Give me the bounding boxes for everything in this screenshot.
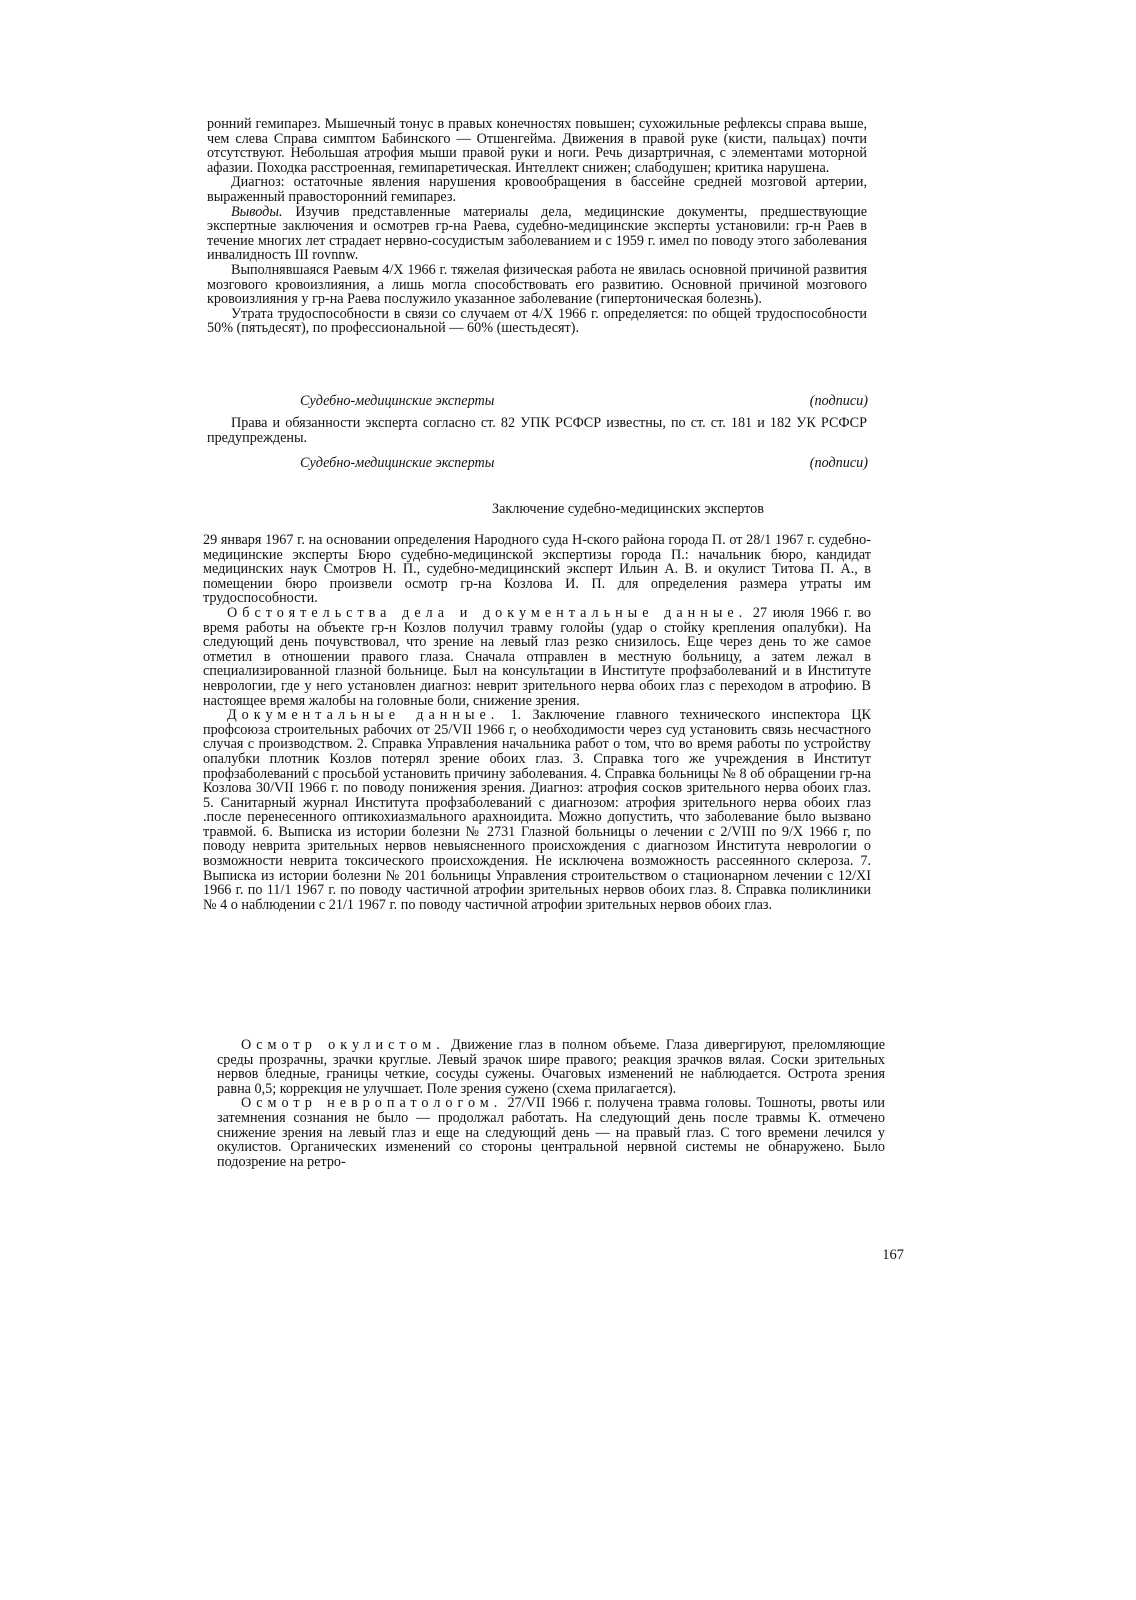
paragraph — [203, 606, 871, 708]
neuro-lead: Осмотр невропатологом. — [241, 1095, 503, 1112]
oculist-lead: Осмотр окулистом. — [241, 1037, 445, 1053]
paragraph: Диагноз: остаточные явления нарушения кровообращения в бассейне средней мозговой артерии, выраженный правосторонний гемипарез. — [207, 174, 867, 205]
paragraph: ронний гемипарез. Мышечный тонус в правых конечностях повышен; сухожильные рефлексы справа выше, чем слева Справа симптом Бабинского — Отшенгейма. Движения в правой руке (кисти, пальцах) почти отсутствуют. Небольшая атрофия мыши правой руки и ноги. Речь дизартричная, с элементами моторной афазии. Походка расстроенная, гемипаретическая. Интеллект снижен; слабодушен; критика нарушена. — [207, 116, 867, 176]
exam-text-block — [217, 1038, 885, 1169]
documents-text: 1. Заключение главного технического инспектора ЦК профсоюза строительных рабочих от 25/VII 1966 г, о необходимости через суд установить связь несчастного случая с производством. 2. Справка Управления начальника работ о том, что во время работы по устройству опалубки плотник Козлов потерял зрение обоих глаз. 3. Справка того же учреждения в Институт профзаболеваний с просьбой установить причину заболевания. 4. Справка больницы № 8 об обращении гр-на Козлова 30/VII 1966 г. по поводу понижения зрения. Диагноз: атрофия сосков зрительного нерва обоих глаз. 5. Санитарный журнал Института профзаболеваний с диагнозом: атрофия зрительного нерва обоих глаз .после перенесенного оптикохиазмального арахноидита. Можно допустить, что заболевание было вызвано травмой. 6. Выписка из истории болезни № 2731 Глазной больницы о лечении с 2/VIII по 9/X 1966 г, по поводу неврита зрительных нервов невыясненного происхождения с диагнозом Института неврологии о возможности неврита токсического происхождения. Не исключена возможность рассеянного склероза. 7. Выписка из истории болезни № 201 больницы Управления строительством о стационарном лечении с 12/XI 1966 г. по 11/1 1967 г. по поводу частичной атрофии зрительных нервов обоих глаз. 8. Справка поликлиники № 4 о наблюдении с 21/1 1967 г. по поводу частичной атрофии зрительных нервов обоих глаз. — [203, 707, 871, 913]
circumstances-lead: Обстоятельства дела и документальные данные. — [227, 604, 748, 621]
neuro-text: 27/VII 1966 г. получена травма головы. Тошноты, рвоты или затемнения сознания не было — продолжал работать. На следующий день после травмы К. отмечено снижение зрения на левый глаз и еще на следующий день — на правый глаз. С того времени лечился у окулистов. Органических изменений со стороны центральной нервной системы не обнаружено. Было подозрение на ретро- — [217, 1095, 885, 1170]
signature-label: Судебно-медицинские эксперты — [300, 393, 495, 409]
rights-paragraph-block — [207, 416, 867, 445]
paragraph — [217, 1038, 885, 1096]
paragraph — [217, 1096, 885, 1169]
paragraph — [203, 708, 871, 912]
top-text-block — [207, 117, 867, 336]
paragraph: Права и обязанности эксперта согласно ст. 82 УПК РСФСР известны, по ст. ст. 181 и 182 УК РСФСР предупреждены. — [207, 415, 867, 446]
page-number: 167 — [882, 1247, 904, 1263]
body-text-block — [203, 533, 871, 912]
signature-label: Судебно-медицинские эксперты — [300, 455, 495, 471]
paragraph: 29 января 1967 г. на основании определения Народного суда Н-ского района города П. от 28/1 1967 г. судебно-медицинские эксперты Бюро судебно-медицинской экспертизы города П.: начальник бюро, кандидат медицинских наук Смотров Н. П., судебно-медицинский эксперт Ильин А. В. и окулист Титова П. А., в помещении бюро произвели осмотр гр-на Козлова И. П. для определения размера утраты им трудоспособности. — [203, 532, 871, 607]
conclusions-text: Изучив представленные материалы дела, медицинские документы, предшествующие экспертные заключения и осмотрев гр-на Раева, судебно-медицинские эксперты установили: гр-н Раев в течение многих лет страдает нервно-сосудистым заболеванием и с 1959 г. имел по поводу этого заболевания инвалидность III rovnnw. — [207, 203, 867, 264]
paragraph: Утрата трудоспособности в связи со случаем от 4/X 1966 г. определяется: по общей трудоспособности 50% (пятьдесят), по профессиональной — 60% (шестьдесят). — [207, 305, 867, 337]
conclusions-lead: Выводы. — [231, 203, 283, 220]
section-heading: Заключение судебно-медицинских экспертов — [492, 501, 764, 517]
signature-note: (подписи) — [809, 455, 868, 471]
paragraph: Выполнявшаяся Раевым 4/X 1966 г. тяжелая физическая работа не явилась основной причиной развития мозгового кровоизлияния, а лишь могла способствовать его развитию. Основной причиной мозгового кровоизлияния у гр-на Раева послужило указанное заболевание (гипертоническая болезнь). — [207, 261, 867, 308]
documents-lead: Документальные данные. — [227, 707, 500, 724]
circumstances-text: 27 июля 1966 г. во время работы на объекте гр-н Козлов получил травму голойы (удар о стойку крепления опалубки). На следующий день почувствовал, что зрение на левый глаз резко снизилось. Еще через день то же самое отметил в отношении правого глаза. Сначала отправлен в местную больницу, а затем лежал в специализированной глазной больнице. Был на консультации в Институте профзаболеваний и в Институте неврологии, где у него установлен диагноз: неврит зрительного нерва обоих глаз с переходом в атрофию. В настоящее время жалобы на головные боли, снижение зрения. — [203, 604, 871, 709]
oculist-text: Движение глаз в полном объеме. Глаза дивергируют, преломляющие среды прозрачны, зрачки круглые. Левый зрачок шире правого; реакция зрачков вялая. Соски зрительных нервов бледные, границы четкие, сосуды сужены. Очаговых изменений не наблюдается. Острота зрения равна 0,5; коррекция не улучшает. Поле зрения сужено (схема прилагается). — [217, 1037, 885, 1097]
signature-note: (подписи) — [809, 393, 868, 409]
paragraph — [207, 205, 867, 263]
